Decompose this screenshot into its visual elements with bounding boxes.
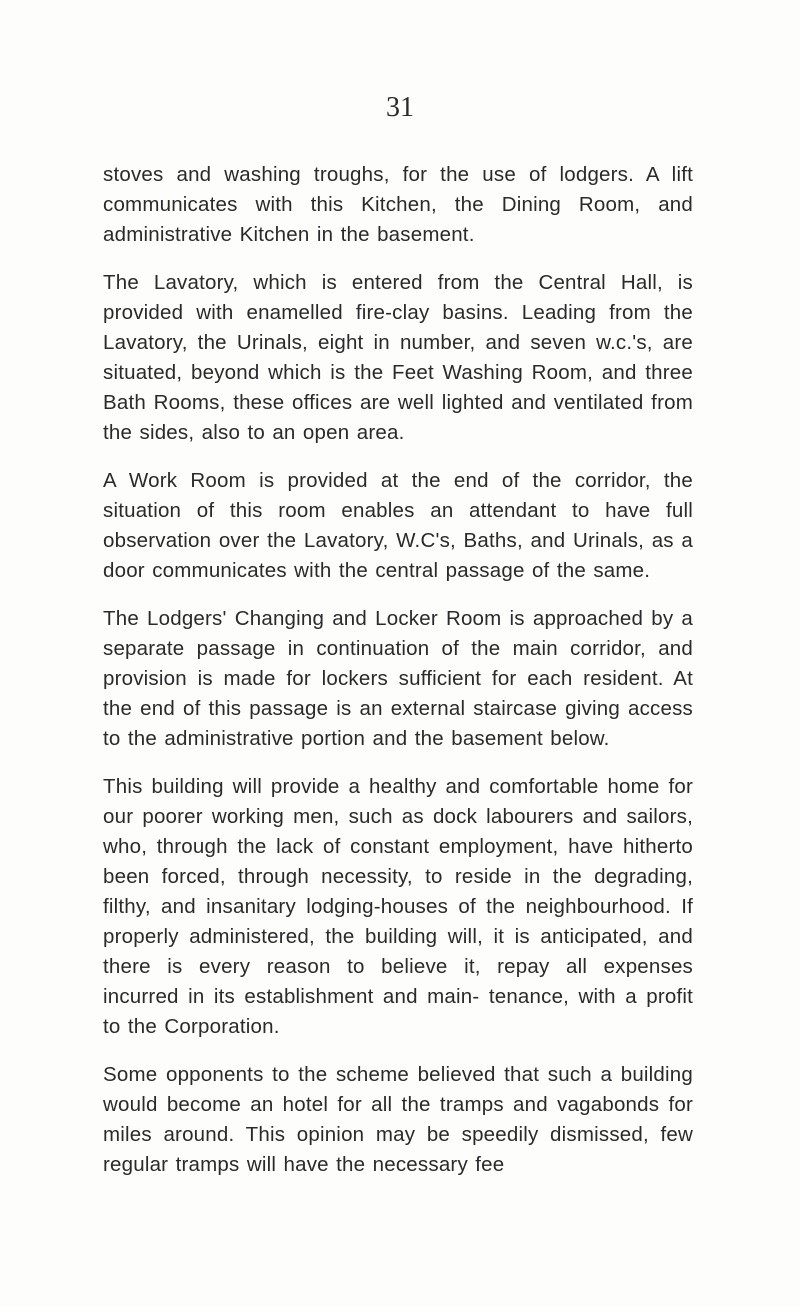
paragraph-lavatory: The Lavatory, which is entered from the Central Hall, is provided with enamelled fire-clay basins. Leading from the Lavatory, the Urinals, eight in number, and seven w.c.'s, are situated, beyond which is the Feet Washing Room, and three Bath Rooms, these offices are well lighted and ventilated from the sides, also to an open area. (103, 271, 693, 444)
paragraph-kitchen-lift: stoves and washing troughs, for the use of lodgers. A lift communicates with this Kitchen, the Dining Room, and administrative Kitchen in the basement. (103, 163, 693, 246)
paragraph-opponents: Some opponents to the scheme believed that such a building would become an hotel for all the tramps and vagabonds for miles around. This opinion may be speedily dismissed, few regular tramps will have the necessary fee (103, 1063, 693, 1176)
body-text (103, 160, 693, 1198)
paragraph-healthy-home: This building will provide a healthy and comfortable home for our poorer working men, such as dock labourers and sailors, who, through the lack of constant employment, have hitherto been forced, through necessity, to reside in the degrading, filthy, and insanitary lodging-houses of the neighbourhood. If properly administered, the building will, it is anticipated, and there is every reason to believe it, repay all expenses incurred in its establishment and main- tenance, with a profit to the Corporation. (103, 775, 693, 1038)
paragraph-work-room: A Work Room is provided at the end of the corridor, the situation of this room enables an attendant to have full observation over the Lavatory, W.C's, Baths, and Urinals, as a door communicates with the central passage of the same. (103, 469, 693, 582)
page-number: 31 (386, 92, 414, 123)
paragraph-locker-room: The Lodgers' Changing and Locker Room is approached by a separate passage in continuation of the main corridor, and provision is made for lockers sufficient for each resident. At the end of this passage is an external staircase giving access to the administrative portion and the basement below. (103, 607, 693, 750)
